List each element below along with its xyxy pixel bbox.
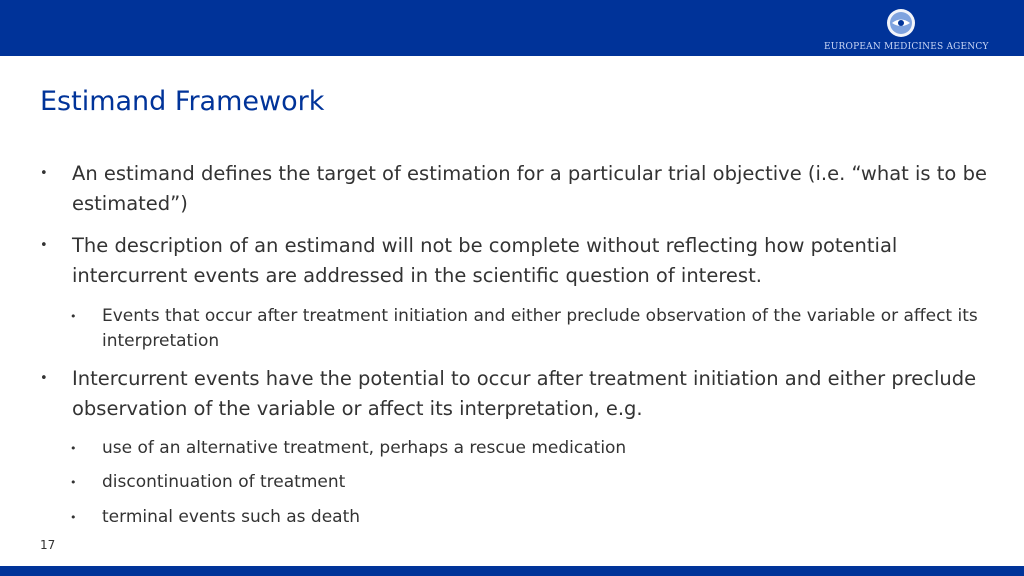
slide-title: Estimand Framework	[40, 86, 325, 117]
sub-bullet-text: Events that occur after treatment initiation and either preclude observation of the variable or affect its interpretation	[102, 306, 978, 351]
bullet-text: The description of an estimand will not be complete without reflecting how potential intercurrent events are addressed in the scientific question of interest.	[72, 234, 898, 287]
sub-bullet-text: discontinuation of treatment	[102, 472, 346, 492]
sub-bullet-text: use of an alternative treatment, perhaps a rescue medication	[102, 438, 627, 458]
sub-bullet-text: terminal events such as death	[102, 507, 361, 527]
bullet-marker: •	[40, 238, 48, 253]
footer-band	[0, 566, 1024, 576]
sub-bullet-marker: •	[70, 476, 77, 489]
bullet-marker: •	[40, 166, 48, 181]
bullet-text: Intercurrent events have the potential to occur after treatment initiation and either preclude observation of the variable or affect its interpretation, e.g.	[72, 367, 977, 420]
bullet-marker: •	[40, 371, 48, 386]
bullet-text: An estimand defines the target of estimation for a particular trial objective (i.e. “what is to be estimated”)	[72, 162, 987, 215]
page-number: 17	[40, 538, 56, 552]
logo-text: EUROPEAN MEDICINES AGENCY	[824, 42, 989, 52]
sub-bullet-marker: •	[70, 511, 77, 524]
sub-bullet-marker: •	[70, 442, 77, 455]
sub-bullet-marker: •	[70, 310, 77, 323]
